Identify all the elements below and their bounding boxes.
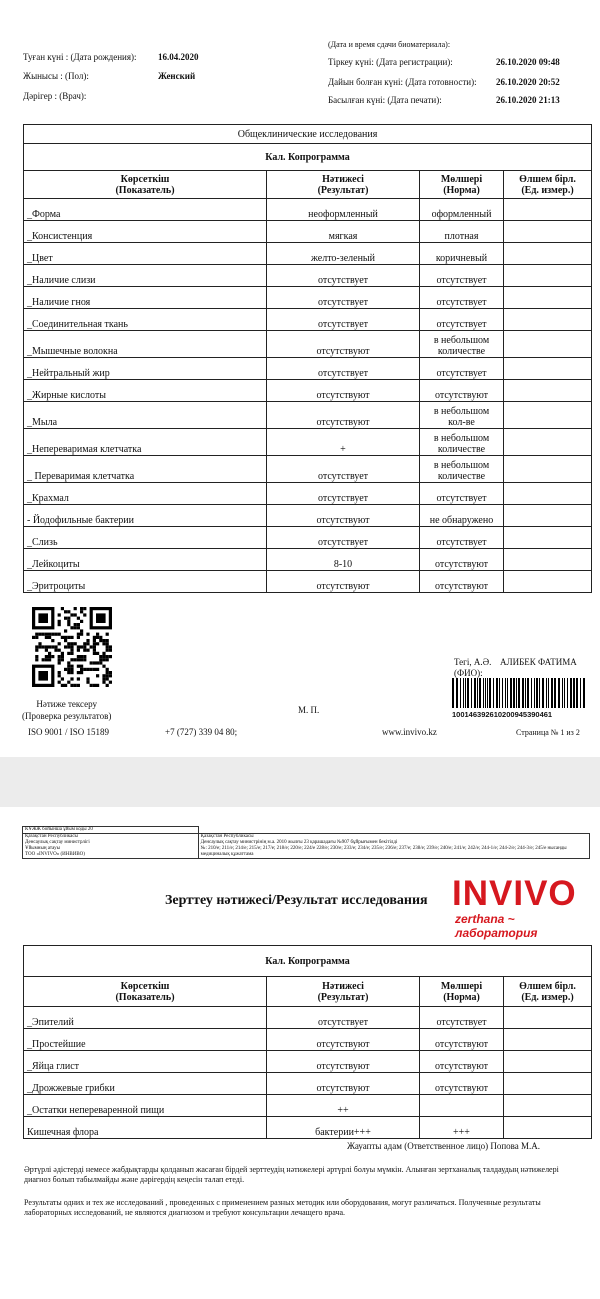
indicator-cell: _Эритроциты [24, 571, 267, 593]
indicator-cell: _Лейкоциты [24, 549, 267, 571]
result-cell: мягкая [267, 221, 420, 243]
table-row [24, 1117, 592, 1139]
table-row [24, 571, 592, 593]
section-subtitle: Кал. Копрограмма [24, 144, 592, 171]
indicator-cell: _Цвет [24, 243, 267, 265]
col-indicator-header-2: Көрсеткіш (Показатель) [24, 977, 267, 1007]
responsible-person: Жауапты адам (Ответственное лицо) Попова М.А. [347, 1141, 541, 1151]
norm-cell: в небольшом количестве [420, 429, 504, 456]
table-row [24, 549, 592, 571]
fio-label: Тегі, А.Ә. (ФИО): [454, 657, 492, 678]
sex-value: Женский [158, 71, 196, 81]
unit-cell [504, 1073, 592, 1095]
result-cell: ++ [267, 1095, 420, 1117]
result-cell: 8-10 [267, 549, 420, 571]
result-cell: отсутствует [267, 287, 420, 309]
indicator-cell: _Соединительная ткань [24, 309, 267, 331]
results-table-2 [23, 945, 592, 1139]
result-cell: бактерии+++ [267, 1117, 420, 1139]
result-cell: отсутствуют [267, 1073, 420, 1095]
col-norm-header: Мөлшері (Норма) [420, 171, 504, 199]
invivo-logo: INVIVO [452, 874, 577, 913]
unit-cell [504, 402, 592, 429]
result-cell: отсутствуют [267, 402, 420, 429]
invivo-logo-subtitle: zerthana ~ лаборатория [455, 912, 538, 940]
table-row [24, 1029, 592, 1051]
table-row [24, 358, 592, 380]
unit-cell [504, 456, 592, 483]
unit-cell [504, 1095, 592, 1117]
report-heading: Зерттеу нәтижесі/Результат исследования [165, 893, 428, 908]
result-cell: неоформленный [267, 199, 420, 221]
norm-cell: отсутствуют [420, 1029, 504, 1051]
result-cell: отсутствует [267, 309, 420, 331]
indicator-cell: _Форма [24, 199, 267, 221]
norm-cell: отсутствуют [420, 549, 504, 571]
indicator-cell: _Эпителий [24, 1007, 267, 1029]
norm-cell: отсутствуют [420, 380, 504, 402]
reg-label: Тіркеу күні: (Дата регистрации): [328, 57, 453, 67]
fio-value: АЛИБЕК ФАТИМА [500, 657, 577, 667]
unit-cell [504, 243, 592, 265]
col-unit-header-2: Өлшем бірл. (Ед. измер.) [504, 977, 592, 1007]
table-row [24, 483, 592, 505]
col-result-header: Нәтижесі (Результат) [267, 171, 420, 199]
result-cell: отсутствует [267, 483, 420, 505]
norm-cell: отсутствуют [420, 1051, 504, 1073]
unit-cell [504, 199, 592, 221]
indicator-cell: _Остатки непереваренной пищи [24, 1095, 267, 1117]
unit-cell [504, 1007, 592, 1029]
unit-cell [504, 265, 592, 287]
indicator-cell: _Слизь [24, 527, 267, 549]
norm-cell: отсутствует [420, 483, 504, 505]
table-row [24, 243, 592, 265]
table-row [24, 402, 592, 429]
norm-cell: отсутствует [420, 287, 504, 309]
form-code: КҰЖЖ бойынша ұйым коды 20 [23, 827, 199, 834]
indicator-cell: _Нейтральный жир [24, 358, 267, 380]
table-row [24, 380, 592, 402]
check-results-label: Нәтиже тексеру (Проверка результатов) [22, 699, 112, 721]
result-cell: отсутствуют [267, 1051, 420, 1073]
norm-cell: отсутствуют [420, 571, 504, 593]
table-row [24, 456, 592, 483]
result-cell: отсутствуют [267, 505, 420, 527]
unit-cell [504, 221, 592, 243]
unit-cell [504, 549, 592, 571]
norm-cell: не обнаружено [420, 505, 504, 527]
result-cell: отсутствуют [267, 380, 420, 402]
unit-cell [504, 309, 592, 331]
table-row [24, 1073, 592, 1095]
col-norm-header-2: Мөлшері (Норма) [420, 977, 504, 1007]
table-row [24, 199, 592, 221]
result-cell: отсутствует [267, 527, 420, 549]
unit-cell [504, 1029, 592, 1051]
unit-cell [504, 380, 592, 402]
result-cell: отсутствуют [267, 1029, 420, 1051]
norm-cell: отсутствует [420, 265, 504, 287]
ready-value: 26.10.2020 20:52 [496, 77, 560, 87]
result-cell: отсутствует [267, 358, 420, 380]
unit-cell [504, 287, 592, 309]
table-row [24, 331, 592, 358]
norm-cell: отсутствует [420, 1007, 504, 1029]
unit-cell [504, 358, 592, 380]
doctor-label: Дәрігер : (Врач): [23, 91, 87, 101]
print-value: 26.10.2020 21:13 [496, 95, 560, 105]
unit-cell [504, 1117, 592, 1139]
table-row [24, 1095, 592, 1117]
table-row [24, 309, 592, 331]
disclaimer-kz: Әртүрлі әдістерді немесе жабдықтарды қолданып жасаған бірдей зерттеудің нәтижелері әртүрлі болуы мүмкін. Алынған зертханалық талдаудың нәтижелері диагноз болып табылмайды және дәрігердің кеңесін талап етеді. [24, 1165, 559, 1184]
table-row [24, 429, 592, 456]
indicator-cell: _Непереваримая клетчатка [24, 429, 267, 456]
indicator-cell: _Дрожжевые грибки [24, 1073, 267, 1095]
unit-cell [504, 429, 592, 456]
col-result-header-2: Нәтижесі (Результат) [267, 977, 420, 1007]
unit-cell [504, 483, 592, 505]
indicator-cell: _Мышечные волокна [24, 331, 267, 358]
unit-cell [504, 331, 592, 358]
table-row [24, 505, 592, 527]
ready-label: Дайын болған күні: (Дата готовности): [328, 77, 477, 87]
stamp-label: М. П. [298, 705, 320, 715]
indicator-cell: - Йодофильные бактерии [24, 505, 267, 527]
result-cell: отсутствует [267, 456, 420, 483]
indicator-cell: _Наличие гноя [24, 287, 267, 309]
ministry-left: Қазақстан Республикасы Денсаулық сақтау министрлігі Ұйымның атауы ТОО «INVIVO» (ИНВИВО) [23, 834, 199, 859]
cut-header-text: (Дата и время сдачи биоматериала): [328, 40, 451, 49]
page-separator [0, 757, 600, 807]
norm-cell: в небольшом количестве [420, 331, 504, 358]
reg-value: 26.10.2020 09:48 [496, 57, 560, 67]
unit-cell [504, 505, 592, 527]
table-row [24, 1007, 592, 1029]
result-cell: отсутствует [267, 265, 420, 287]
table-row [24, 1051, 592, 1073]
barcode [452, 678, 588, 708]
results-table-1 [23, 124, 592, 593]
unit-cell [504, 571, 592, 593]
result-cell: желто-зеленый [267, 243, 420, 265]
ministry-right: Қазақстан Республикасы Денсаулық сақтау министрінің м.а. 2010 жылғы 23 қарашадағы №907 бұйрығымен бекітілді №: 210/е; 211/е; 214/е; 215/е; 217/е; 218/е; 220/е; 224/е 228/е; 230/е; 233/е; 234/е; 235/е; 236/е; 237/е; 238/е; 239/е; 240/е; 241/е; 242/е; 244-1/е; 244-2/е; 244-3/е; 245/е нысанды медициналық құжаттама [198, 834, 589, 859]
result-cell: отсутствуют [267, 571, 420, 593]
indicator-cell: _Простейшие [24, 1029, 267, 1051]
table-row [24, 527, 592, 549]
official-form-block [22, 826, 590, 859]
birth-label: Туған күні : (Дата рождения): [23, 52, 137, 62]
norm-cell: коричневый [420, 243, 504, 265]
website-link[interactable]: www.invivo.kz [382, 727, 437, 737]
norm-cell: в небольшом количестве [420, 456, 504, 483]
barcode-number: 100146392610200945390461 [452, 710, 553, 719]
page-number: Страница № 1 из 2 [516, 728, 580, 737]
unit-cell [504, 1051, 592, 1073]
table-row [24, 265, 592, 287]
col-indicator-header: Көрсеткіш (Показатель) [24, 171, 267, 199]
result-cell: отсутствует [267, 1007, 420, 1029]
indicator-cell: _Наличие слизи [24, 265, 267, 287]
unit-cell [504, 527, 592, 549]
qr-code [32, 607, 112, 687]
norm-cell: оформленный [420, 199, 504, 221]
indicator-cell: _Консистенция [24, 221, 267, 243]
indicator-cell: Кишечная флора [24, 1117, 267, 1139]
section-subtitle-2: Кал. Копрограмма [24, 946, 592, 977]
print-label: Басылған күні: (Дата печати): [328, 95, 442, 105]
norm-cell: отсутствует [420, 358, 504, 380]
table-row [24, 221, 592, 243]
section-title: Общеклинические исследования [24, 125, 592, 144]
table-row [24, 287, 592, 309]
result-cell: + [267, 429, 420, 456]
indicator-cell: _Яйца глист [24, 1051, 267, 1073]
norm-cell [420, 1095, 504, 1117]
indicator-cell: _Крахмал [24, 483, 267, 505]
indicator-cell: _ Переваримая клетчатка [24, 456, 267, 483]
norm-cell: отсутствует [420, 309, 504, 331]
sex-label: Жынысы : (Пол): [23, 71, 89, 81]
norm-cell: +++ [420, 1117, 504, 1139]
phone-text: +7 (727) 339 04 80; [165, 727, 238, 737]
norm-cell: плотная [420, 221, 504, 243]
norm-cell: отсутствует [420, 527, 504, 549]
norm-cell: отсутствуют [420, 1073, 504, 1095]
col-unit-header: Өлшем бірл. (Ед. измер.) [504, 171, 592, 199]
result-cell: отсутствуют [267, 331, 420, 358]
norm-cell: в небольшом кол-ве [420, 402, 504, 429]
indicator-cell: _Жирные кислоты [24, 380, 267, 402]
iso-text: ISO 9001 / ISO 15189 [28, 727, 110, 737]
disclaimer-ru: Результаты одних и тех же исследований , проведенных с применением разных методик или оборудования, могут различаться. Полученные результаты лабораторных исследований, не являются диагнозом и требуют консультации лечащего врача. [24, 1198, 541, 1217]
birth-value: 16.04.2020 [158, 52, 199, 62]
indicator-cell: _Мыла [24, 402, 267, 429]
